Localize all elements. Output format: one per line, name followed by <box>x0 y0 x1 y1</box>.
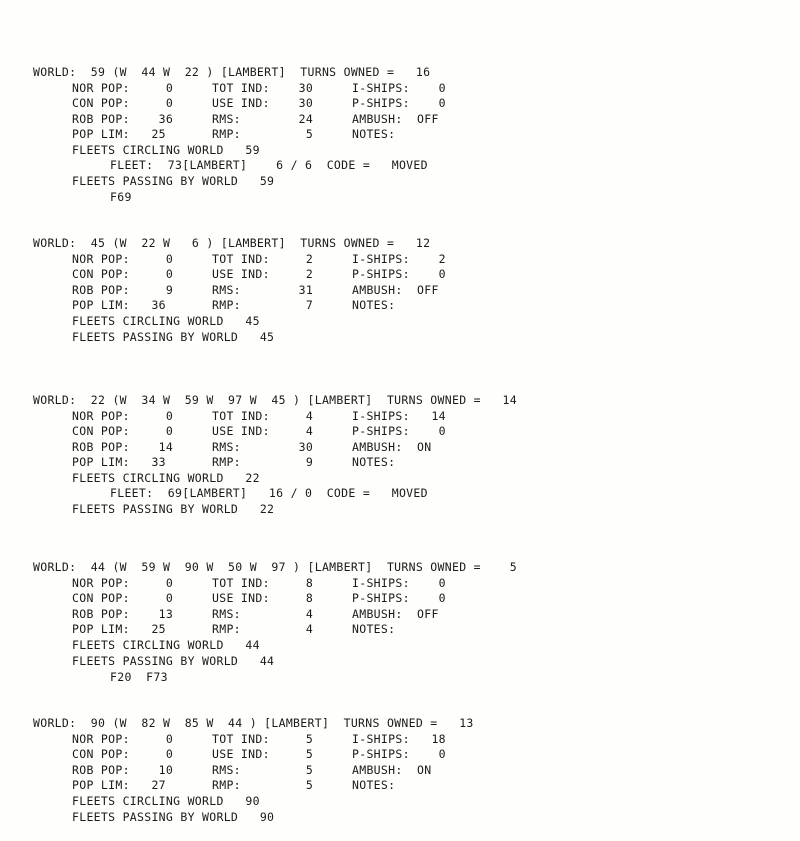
fleets-passing: FLEETS PASSING BY WORLD 45 <box>72 330 275 344</box>
fleets-passing: FLEETS PASSING BY WORLD 44 <box>72 654 275 668</box>
tot-ind: TOT IND: 30 <box>212 81 314 95</box>
notes: NOTES: <box>352 622 396 636</box>
ambush: AMBUSH: ON <box>352 440 432 454</box>
rmp: RMP: 5 <box>212 778 314 792</box>
notes: NOTES: <box>352 298 396 312</box>
nor-pop: NOR POP: 0 <box>72 409 174 423</box>
nor-pop: NOR POP: 0 <box>72 732 174 746</box>
ambush: AMBUSH: ON <box>352 763 432 777</box>
tot-ind: TOT IND: 5 <box>212 732 314 746</box>
pop-lim: POP LIM: 27 <box>72 778 166 792</box>
passing-fleet-list: F69 <box>110 190 132 204</box>
pop-lim: POP LIM: 36 <box>72 298 166 312</box>
world-header: WORLD: 90 (W 82 W 85 W 44 ) [LAMBERT] TURNS OWNED = 13 <box>33 716 474 730</box>
p-ships: P-SHIPS: 0 <box>352 424 446 438</box>
rob-pop: ROB POP: 9 <box>72 283 174 297</box>
world-header: WORLD: 44 (W 59 W 90 W 50 W 97 ) [LAMBERT] TURNS OWNED = 5 <box>33 560 517 574</box>
use-ind: USE IND: 2 <box>212 267 314 281</box>
fleets-circling: FLEETS CIRCLING WORLD 59 <box>72 143 260 157</box>
pop-lim: POP LIM: 33 <box>72 455 166 469</box>
notes: NOTES: <box>352 127 396 141</box>
tot-ind: TOT IND: 8 <box>212 576 314 590</box>
fleet-line: FLEET: 69[LAMBERT] 16 / 0 CODE = MOVED <box>110 486 428 500</box>
rms: RMS: 4 <box>212 607 314 621</box>
fleets-circling: FLEETS CIRCLING WORLD 45 <box>72 314 260 328</box>
fleet-line: FLEET: 73[LAMBERT] 6 / 6 CODE = MOVED <box>110 158 428 172</box>
ambush: AMBUSH: OFF <box>352 283 439 297</box>
tot-ind: TOT IND: 4 <box>212 409 314 423</box>
ambush: AMBUSH: OFF <box>352 112 439 126</box>
p-ships: P-SHIPS: 0 <box>352 267 446 281</box>
use-ind: USE IND: 30 <box>212 96 314 110</box>
rob-pop: ROB POP: 36 <box>72 112 174 126</box>
notes: NOTES: <box>352 455 396 469</box>
i-ships: I-SHIPS: 0 <box>352 576 446 590</box>
p-ships: P-SHIPS: 0 <box>352 591 446 605</box>
fleets-circling: FLEETS CIRCLING WORLD 22 <box>72 471 260 485</box>
p-ships: P-SHIPS: 0 <box>352 96 446 110</box>
nor-pop: NOR POP: 0 <box>72 252 174 266</box>
nor-pop: NOR POP: 0 <box>72 81 174 95</box>
rms: RMS: 31 <box>212 283 314 297</box>
world-header: WORLD: 22 (W 34 W 59 W 97 W 45 ) [LAMBERT] TURNS OWNED = 14 <box>33 393 517 407</box>
world-header: WORLD: 45 (W 22 W 6 ) [LAMBERT] TURNS OWNED = 12 <box>33 236 431 250</box>
rms: RMS: 5 <box>212 763 314 777</box>
rmp: RMP: 5 <box>212 127 314 141</box>
i-ships: I-SHIPS: 18 <box>352 732 446 746</box>
rms: RMS: 24 <box>212 112 314 126</box>
con-pop: CON POP: 0 <box>72 96 174 110</box>
fleets-circling: FLEETS CIRCLING WORLD 90 <box>72 794 260 808</box>
use-ind: USE IND: 5 <box>212 747 314 761</box>
i-ships: I-SHIPS: 14 <box>352 409 446 423</box>
tot-ind: TOT IND: 2 <box>212 252 314 266</box>
pop-lim: POP LIM: 25 <box>72 622 166 636</box>
i-ships: I-SHIPS: 0 <box>352 81 446 95</box>
use-ind: USE IND: 8 <box>212 591 314 605</box>
rms: RMS: 30 <box>212 440 314 454</box>
ambush: AMBUSH: OFF <box>352 607 439 621</box>
world-header: WORLD: 59 (W 44 W 22 ) [LAMBERT] TURNS OWNED = 16 <box>33 65 431 79</box>
pop-lim: POP LIM: 25 <box>72 127 166 141</box>
fleets-passing: FLEETS PASSING BY WORLD 22 <box>72 502 275 516</box>
rmp: RMP: 9 <box>212 455 314 469</box>
notes: NOTES: <box>352 778 396 792</box>
use-ind: USE IND: 4 <box>212 424 314 438</box>
rmp: RMP: 7 <box>212 298 314 312</box>
rmp: RMP: 4 <box>212 622 314 636</box>
fleets-passing: FLEETS PASSING BY WORLD 59 <box>72 174 275 188</box>
fleets-circling: FLEETS CIRCLING WORLD 44 <box>72 638 260 652</box>
con-pop: CON POP: 0 <box>72 591 174 605</box>
p-ships: P-SHIPS: 0 <box>352 747 446 761</box>
i-ships: I-SHIPS: 2 <box>352 252 446 266</box>
con-pop: CON POP: 0 <box>72 747 174 761</box>
rob-pop: ROB POP: 14 <box>72 440 174 454</box>
con-pop: CON POP: 0 <box>72 424 174 438</box>
nor-pop: NOR POP: 0 <box>72 576 174 590</box>
fleets-passing: FLEETS PASSING BY WORLD 90 <box>72 810 275 824</box>
passing-fleet-list: F20 F73 <box>110 670 168 684</box>
rob-pop: ROB POP: 10 <box>72 763 174 777</box>
con-pop: CON POP: 0 <box>72 267 174 281</box>
rob-pop: ROB POP: 13 <box>72 607 174 621</box>
